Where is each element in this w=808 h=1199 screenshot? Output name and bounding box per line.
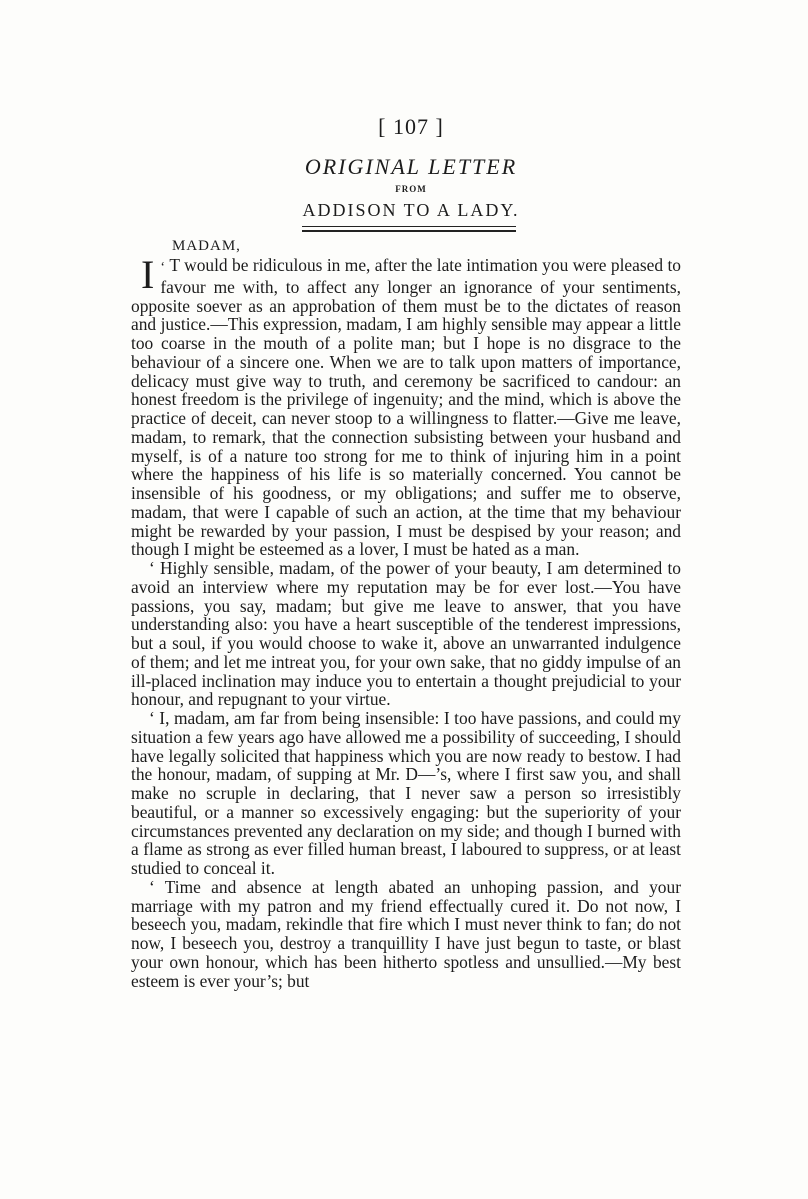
paragraph-text: T would be ridiculous in me, after the late intimation you were pleased to favour me with, to affect any longer an ignorance of your sentiments, opposite soever as an approbation of them must be to the dictates of reason and justice.—This expression, madam, I am highly sensible may appear a little too coarse in the mouth of a polite man; but I hope is no disgrace to the behaviour of a sincere one. When we are to talk upon matters of importance, delicacy must give way to truth, and ceremony be sacrificed to candour: an honest freedom is the privilege of ingenuity; and the mind, which is above the practice of deceit, can never stoop to a willingness to flatter.—Give me leave, madam, to remark, that the connection subsisting between your husband and myself, is of a nature too strong for me to think of injuring him in a point where the happiness of his life is so materially concerned. You cannot be insensible of his goodness, or my obligations; and suffer me to observe, madam, that were I capable of such an action, at the time that my behaviour might be rewarded by your passion, I must be despised by your reason; and though I might be esteemed as a lover, I must be hated as a man. [131, 255, 681, 560]
letter-subtitle: ADDISON TO A LADY. [302, 200, 520, 220]
letter-title: ORIGINAL LETTER [304, 154, 518, 179]
from-label: FROM [395, 184, 427, 194]
paragraph-text: ‘ Highly sensible, madam, of the power of your beauty, I am determined to avoid an interview where my reputation may be for ever lost.—You have passions, you say, madam; but give me leave to answer, that you have understanding also: you have a heart susceptible of the tenderest impressions, but a soul, if you would choose to wake it, above an unwarranted indulgence of them; and let me intreat you, for your own sake, that no giddy impulse of an ill-placed inclination may induce you to entertain a thought prejudicial to your honour, and repugnant to your virtue. [131, 558, 681, 710]
paragraph-1 [131, 252, 681, 560]
opening-quote: ‘ [160, 260, 165, 275]
paragraph-text: ‘ I, madam, am far from being insensible: I too have passions, and could my situation a few years ago have allowed me a possibility of succeeding, I should have legally solicited that happiness which you are now ready to bestow. I had the honour, madam, of supping at Mr. D—’s, where I first saw you, and shall make no scruple in declaring, that I never saw a person so irresistibly beautiful, or a manner so excessively engaging: but the superiority of your circumstances prevented any declaration on my side; and though I burned with a flame as strong as ever filled human breast, I laboured to suppress, or at least studied to conceal it. [131, 708, 681, 878]
paragraph-text: ‘ Time and absence at length abated an unhoping passion, and your marriage with my patron and my friend effectually cured it. Do not now, I beseech you, madam, rekindle that fire which I must never think to fan; do not now, I beseech you, destroy a tranquillity I have just begun to taste, or blast your own honour, which has been hitherto spotless and unsullied.—My best esteem is ever your’s; but [131, 876, 681, 991]
title-rule [302, 226, 516, 232]
paragraph-4 [131, 878, 681, 991]
paragraph-3 [131, 709, 681, 878]
page-number: [ 107 ] [378, 114, 444, 139]
letter-body [131, 252, 681, 991]
paragraph-2 [131, 559, 681, 709]
salutation: MADAM, [172, 238, 241, 254]
drop-cap: I [141, 252, 155, 297]
